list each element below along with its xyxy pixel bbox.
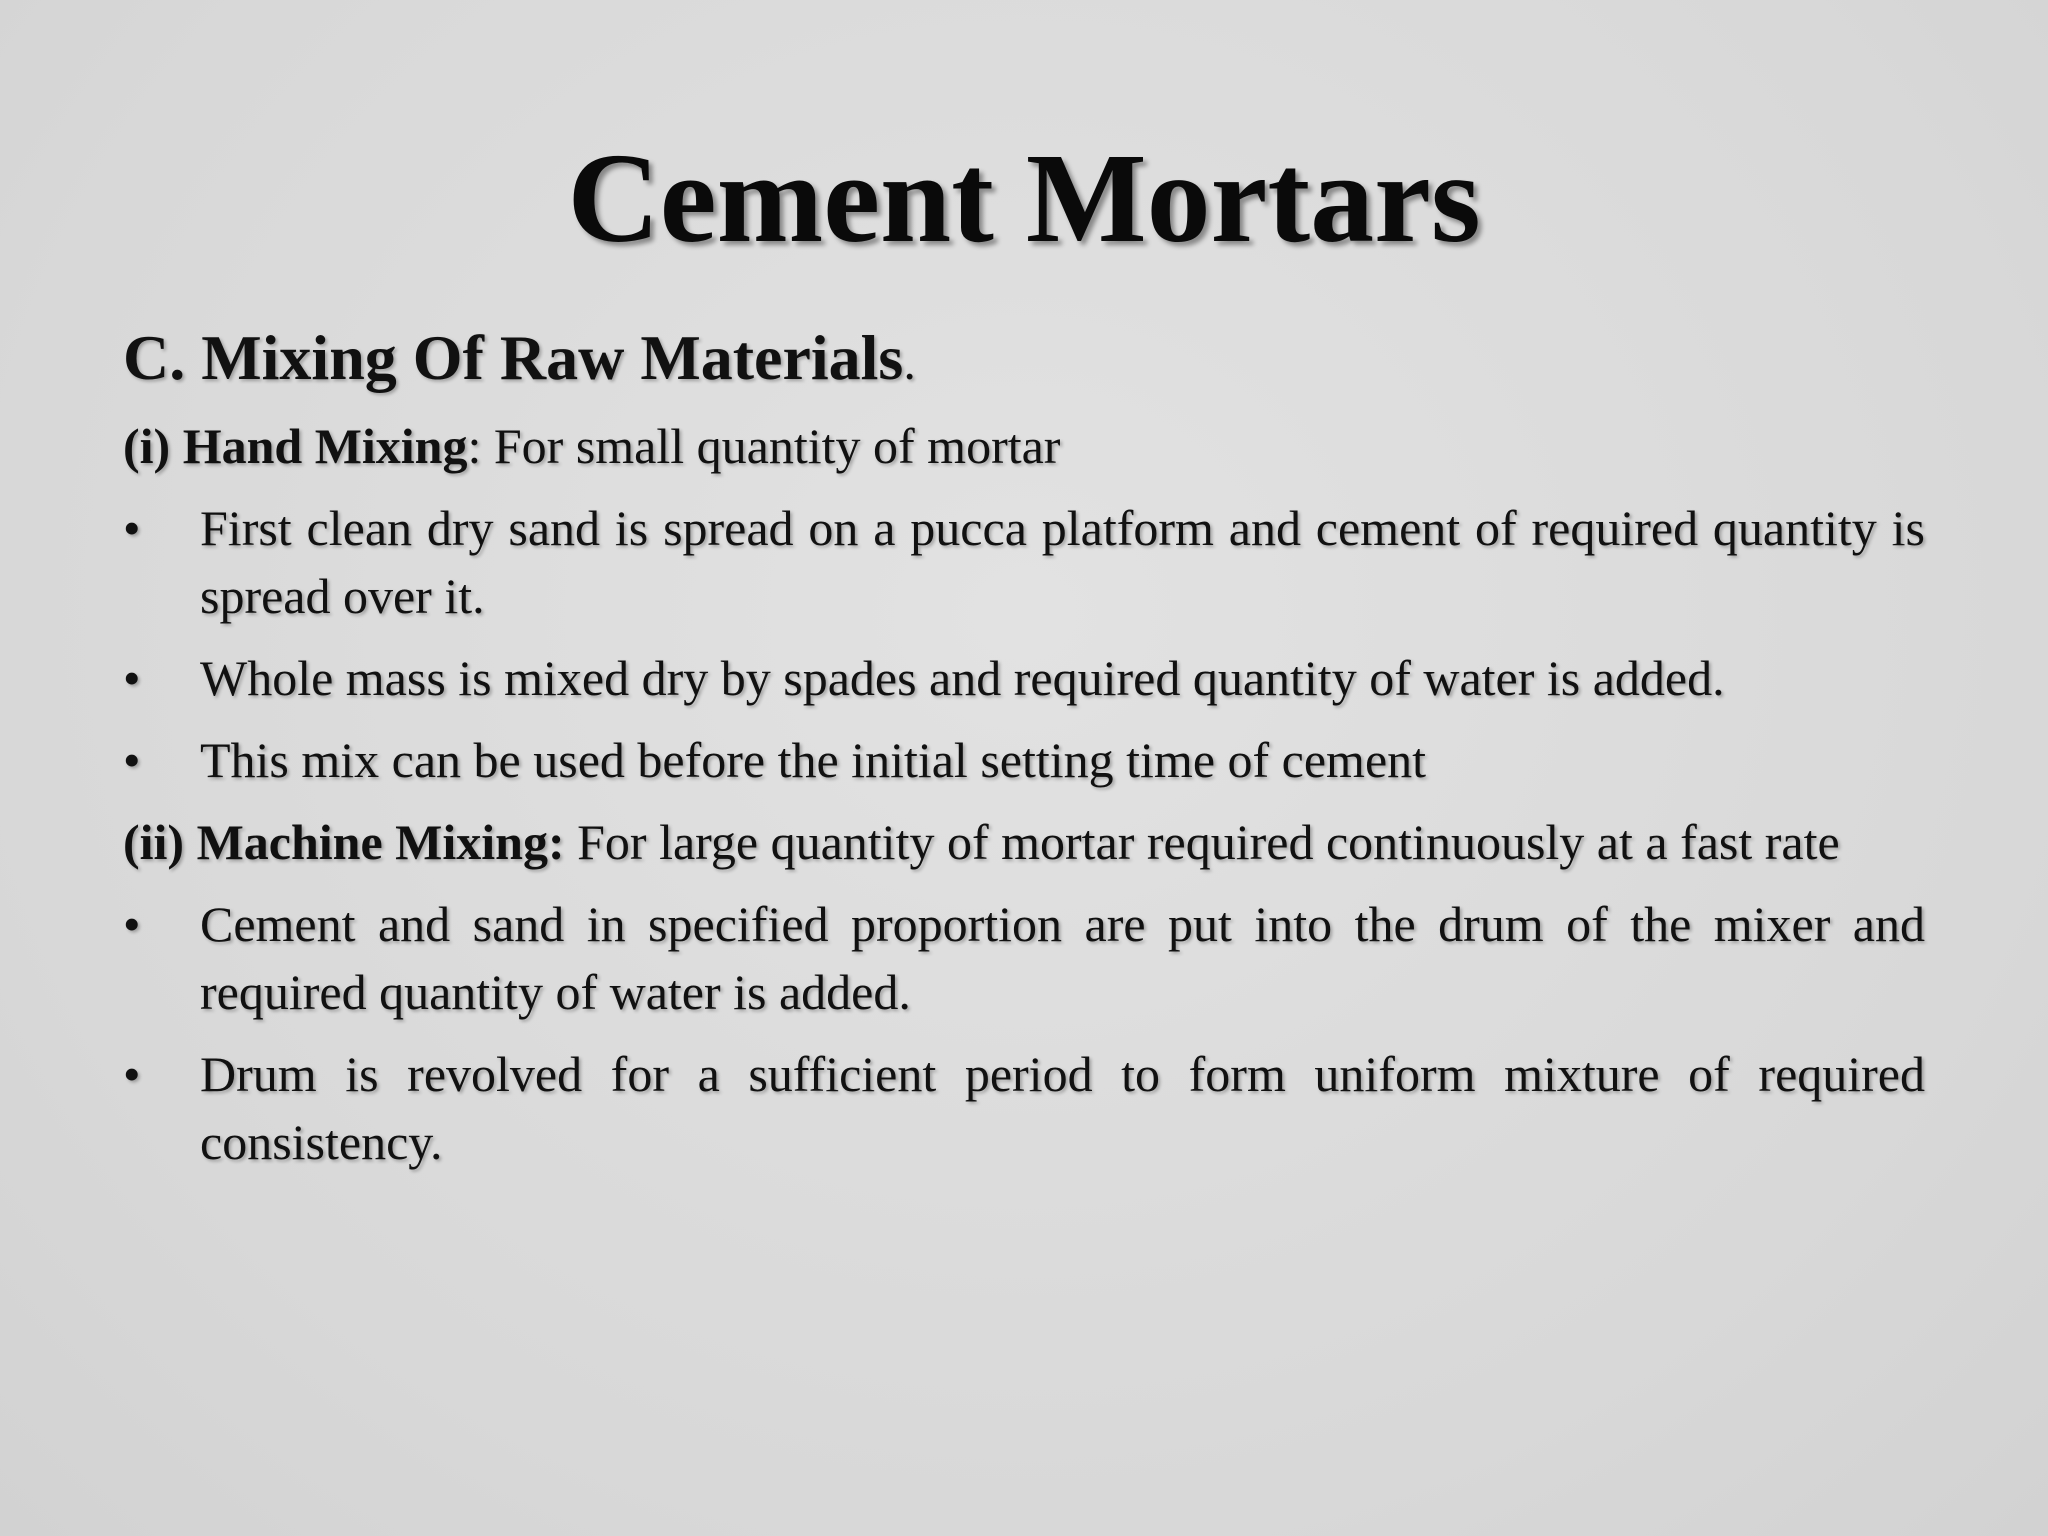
bullet-text: Whole mass is mixed dry by spades and required quantity of water is added.: [200, 650, 1725, 706]
machine-mixing-bullets: [123, 890, 1925, 1176]
section-heading-text: C. Mixing Of Raw Materials: [123, 322, 904, 393]
machine-mixing-label: (ii) Machine Mixing:: [123, 814, 565, 870]
slide-content: [123, 316, 1925, 1190]
machine-mixing-paragraph: [123, 808, 1925, 876]
bullet-text: Drum is revolved for a sufficient period to form uniform mixture of required consistency.: [200, 1046, 1925, 1170]
section-heading-dot: .: [903, 334, 916, 390]
bullet-text: Cement and sand in specified proportion are put into the drum of the mixer and required quantity of water is added.: [200, 896, 1925, 1020]
bullet-text: This mix can be used before the initial setting time of cement: [200, 732, 1427, 788]
bullet-text: First clean dry sand is spread on a pucca platform and cement of required quantity is spread over it.: [200, 500, 1925, 624]
machine-mixing-text: For large quantity of mortar required continuously at a fast rate: [564, 814, 1840, 870]
hand-mixing-bullets: [123, 494, 1925, 794]
machine-mixing-bullet-1: [123, 890, 1925, 1026]
bullet-icon: •: [123, 500, 141, 556]
bullet-icon: •: [123, 896, 141, 952]
hand-mixing-paragraph: [123, 412, 1925, 480]
hand-mixing-bullet-2: [123, 644, 1925, 712]
section-heading: [123, 316, 1925, 404]
slide-title: Cement Mortars: [567, 127, 1481, 269]
machine-mixing-bullet-2: [123, 1040, 1925, 1176]
hand-mixing-bullet-3: [123, 726, 1925, 794]
hand-mixing-label: (i) Hand Mixing: [123, 418, 468, 474]
bullet-icon: •: [123, 1046, 141, 1102]
hand-mixing-text: : For small quantity of mortar: [467, 418, 1061, 474]
bullet-icon: •: [123, 732, 141, 788]
bullet-icon: •: [123, 650, 141, 706]
hand-mixing-bullet-1: [123, 494, 1925, 630]
